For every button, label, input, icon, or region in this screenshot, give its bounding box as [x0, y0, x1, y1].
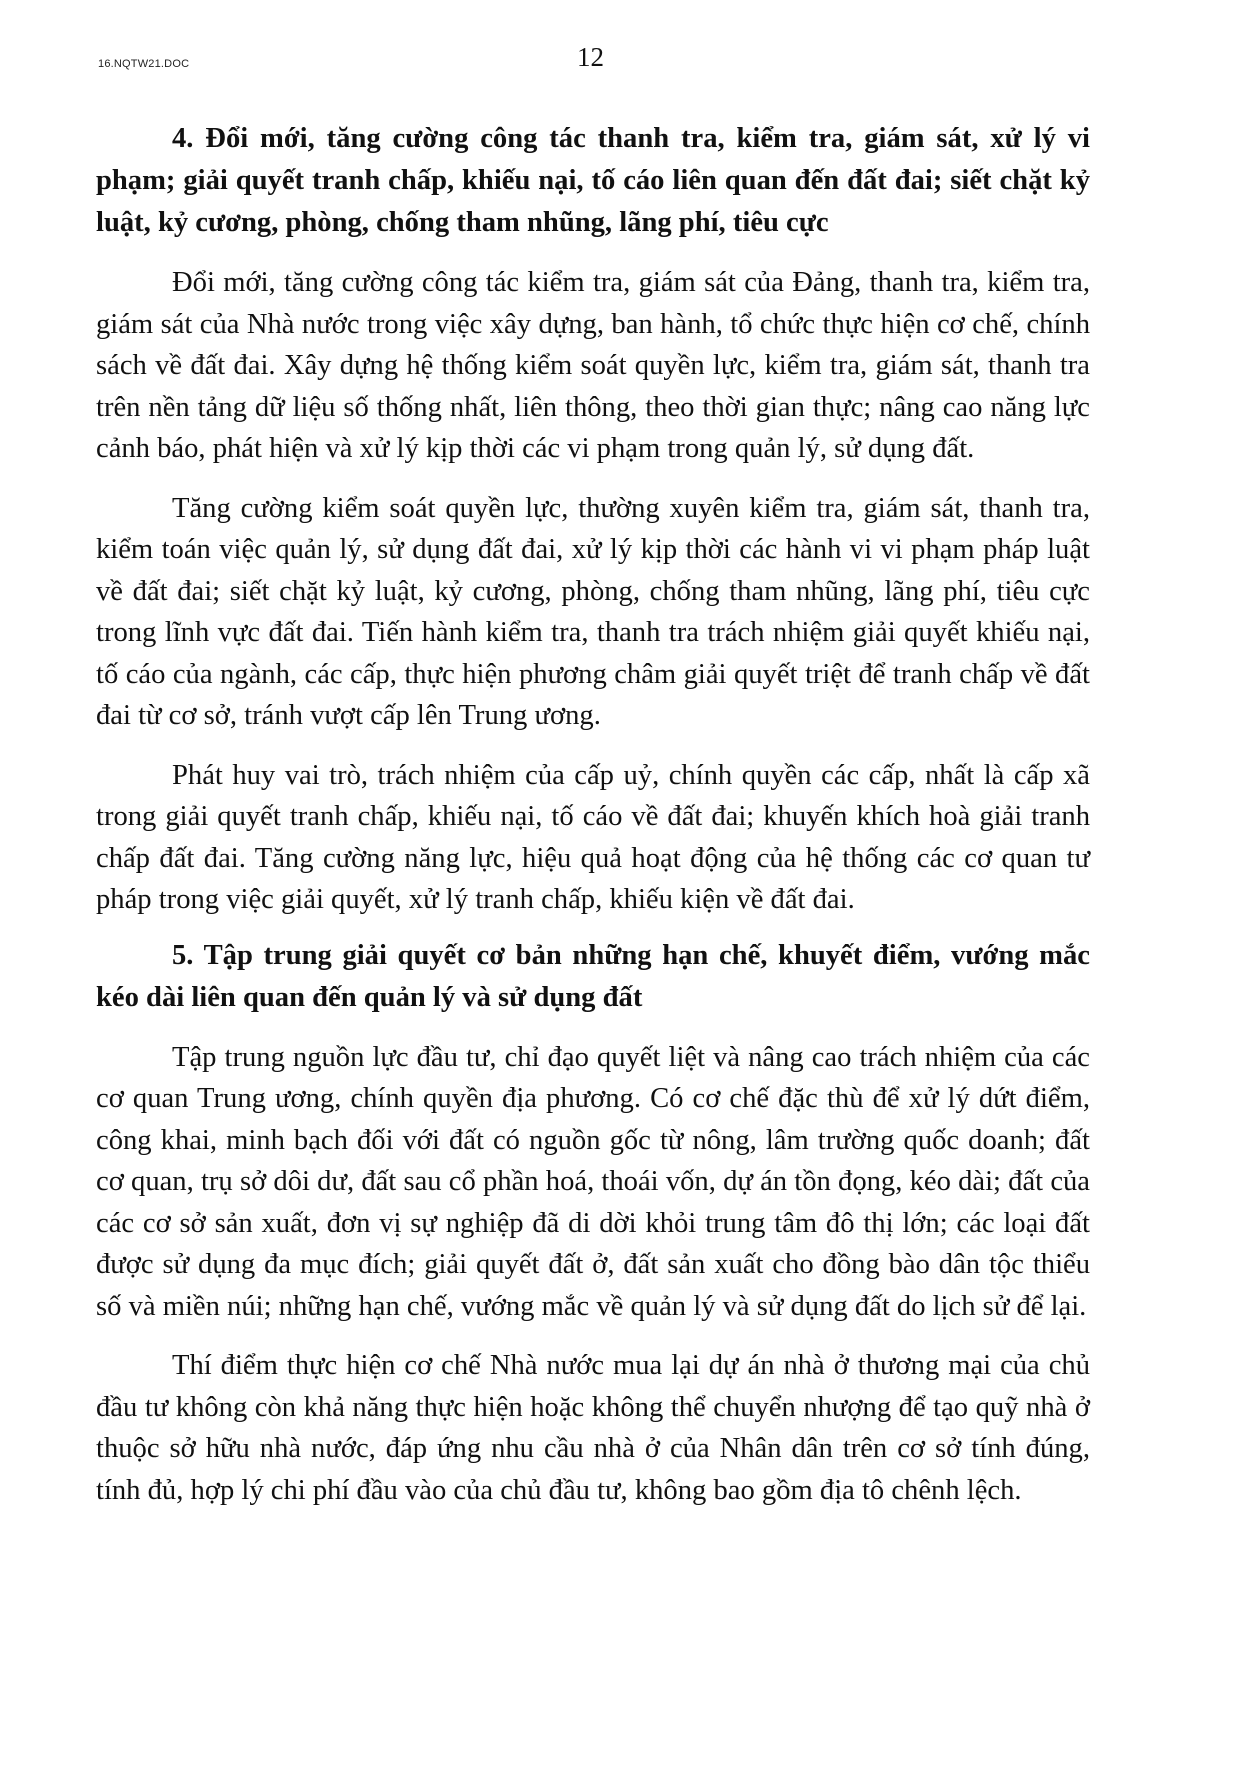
section-heading: 5. Tập trung giải quyết cơ bản những hạn chế, khuyết điểm, vướng mắc kéo dài liên quan đến quản lý và sử dụng đất: [96, 939, 1090, 1013]
paragraph: Tăng cường kiểm soát quyền lực, thường xuyên kiểm tra, giám sát, thanh tra, kiểm toán việc quản lý, sử dụng đất đai, xử lý kịp thời các hành vi vi phạm pháp luật về đất đai; siết chặt kỷ luật, kỷ cương, phòng, chống tham nhũng, lãng phí, tiêu cực trong lĩnh vực đất đai. Tiến hành kiểm tra, thanh tra trách nhiệm giải quyết khiếu nại, tố cáo của ngành, các cấp, thực hiện phương châm giải quyết triệt để tranh chấp về đất đai từ cơ sở, tránh vượt cấp lên Trung ương.: [96, 492, 1090, 731]
paragraph: Đổi mới, tăng cường công tác kiểm tra, giám sát của Đảng, thanh tra, kiểm tra, giám sát của Nhà nước trong việc xây dựng, ban hành, tổ chức thực hiện cơ chế, chính sách về đất đai. Xây dựng hệ thống kiểm soát quyền lực, kiểm tra, giám sát, thanh tra trên nền tảng dữ liệu số thống nhất, liên thông, theo thời gian thực; nâng cao năng lực cảnh báo, phát hiện và xử lý kịp thời các vi phạm trong quản lý, sử dụng đất.: [96, 267, 1090, 464]
page-number: 12: [577, 42, 604, 72]
paragraph: Phát huy vai trò, trách nhiệm của cấp uỷ, chính quyền các cấp, nhất là cấp xã trong giải quyết tranh chấp, khiếu nại, tố cáo về đất đai; khuyến khích hoà giải tranh chấp đất đai. Tăng cường năng lực, hiệu quả hoạt động của hệ thống các cơ quan tư pháp trong việc giải quyết, xử lý tranh chấp, khiếu kiện về đất đai.: [96, 759, 1090, 915]
paragraph: Thí điểm thực hiện cơ chế Nhà nước mua lại dự án nhà ở thương mại của chủ đầu tư không còn khả năng thực hiện hoặc không thể chuyển nhượng để tạo quỹ nhà ở thuộc sở hữu nhà nước, đáp ứng nhu cầu nhà ở của Nhân dân trên cơ sở tính đúng, tính đủ, hợp lý chi phí đầu vào của chủ đầu tư, không bao gồm địa tô chênh lệch.: [96, 1350, 1090, 1506]
paragraph: Tập trung nguồn lực đầu tư, chỉ đạo quyết liệt và nâng cao trách nhiệm của các cơ quan Trung ương, chính quyền địa phương. Có cơ chế đặc thù để xử lý dứt điểm, công khai, minh bạch đối với đất có nguồn gốc từ nông, lâm trường quốc doanh; đất cơ quan, trụ sở dôi dư, đất sau cổ phần hoá, thoái vốn, dự án tồn đọng, kéo dài; đất của các cơ sở sản xuất, đơn vị sự nghiệp đã di dời khỏi trung tâm đô thị lớn; các loại đất được sử dụng đa mục đích; giải quyết đất ở, đất sản xuất cho đồng bào dân tộc thiểu số và miền núi; những hạn chế, vướng mắc về quản lý và sử dụng đất do lịch sử để lại.: [96, 1041, 1090, 1322]
section-heading: 4. Đổi mới, tăng cường công tác thanh tra, kiểm tra, giám sát, xử lý vi phạm; giải quyết tranh chấp, khiếu nại, tố cáo liên quan đến đất đai; siết chặt kỷ luật, kỷ cương, phòng, chống tham nhũng, lãng phí, tiêu cực: [96, 123, 1090, 238]
section-4: [96, 118, 1090, 921]
section-5: [96, 935, 1090, 1512]
document-reference: 16.NQTW21.DOC: [98, 58, 190, 70]
document-body: [96, 118, 1090, 1511]
